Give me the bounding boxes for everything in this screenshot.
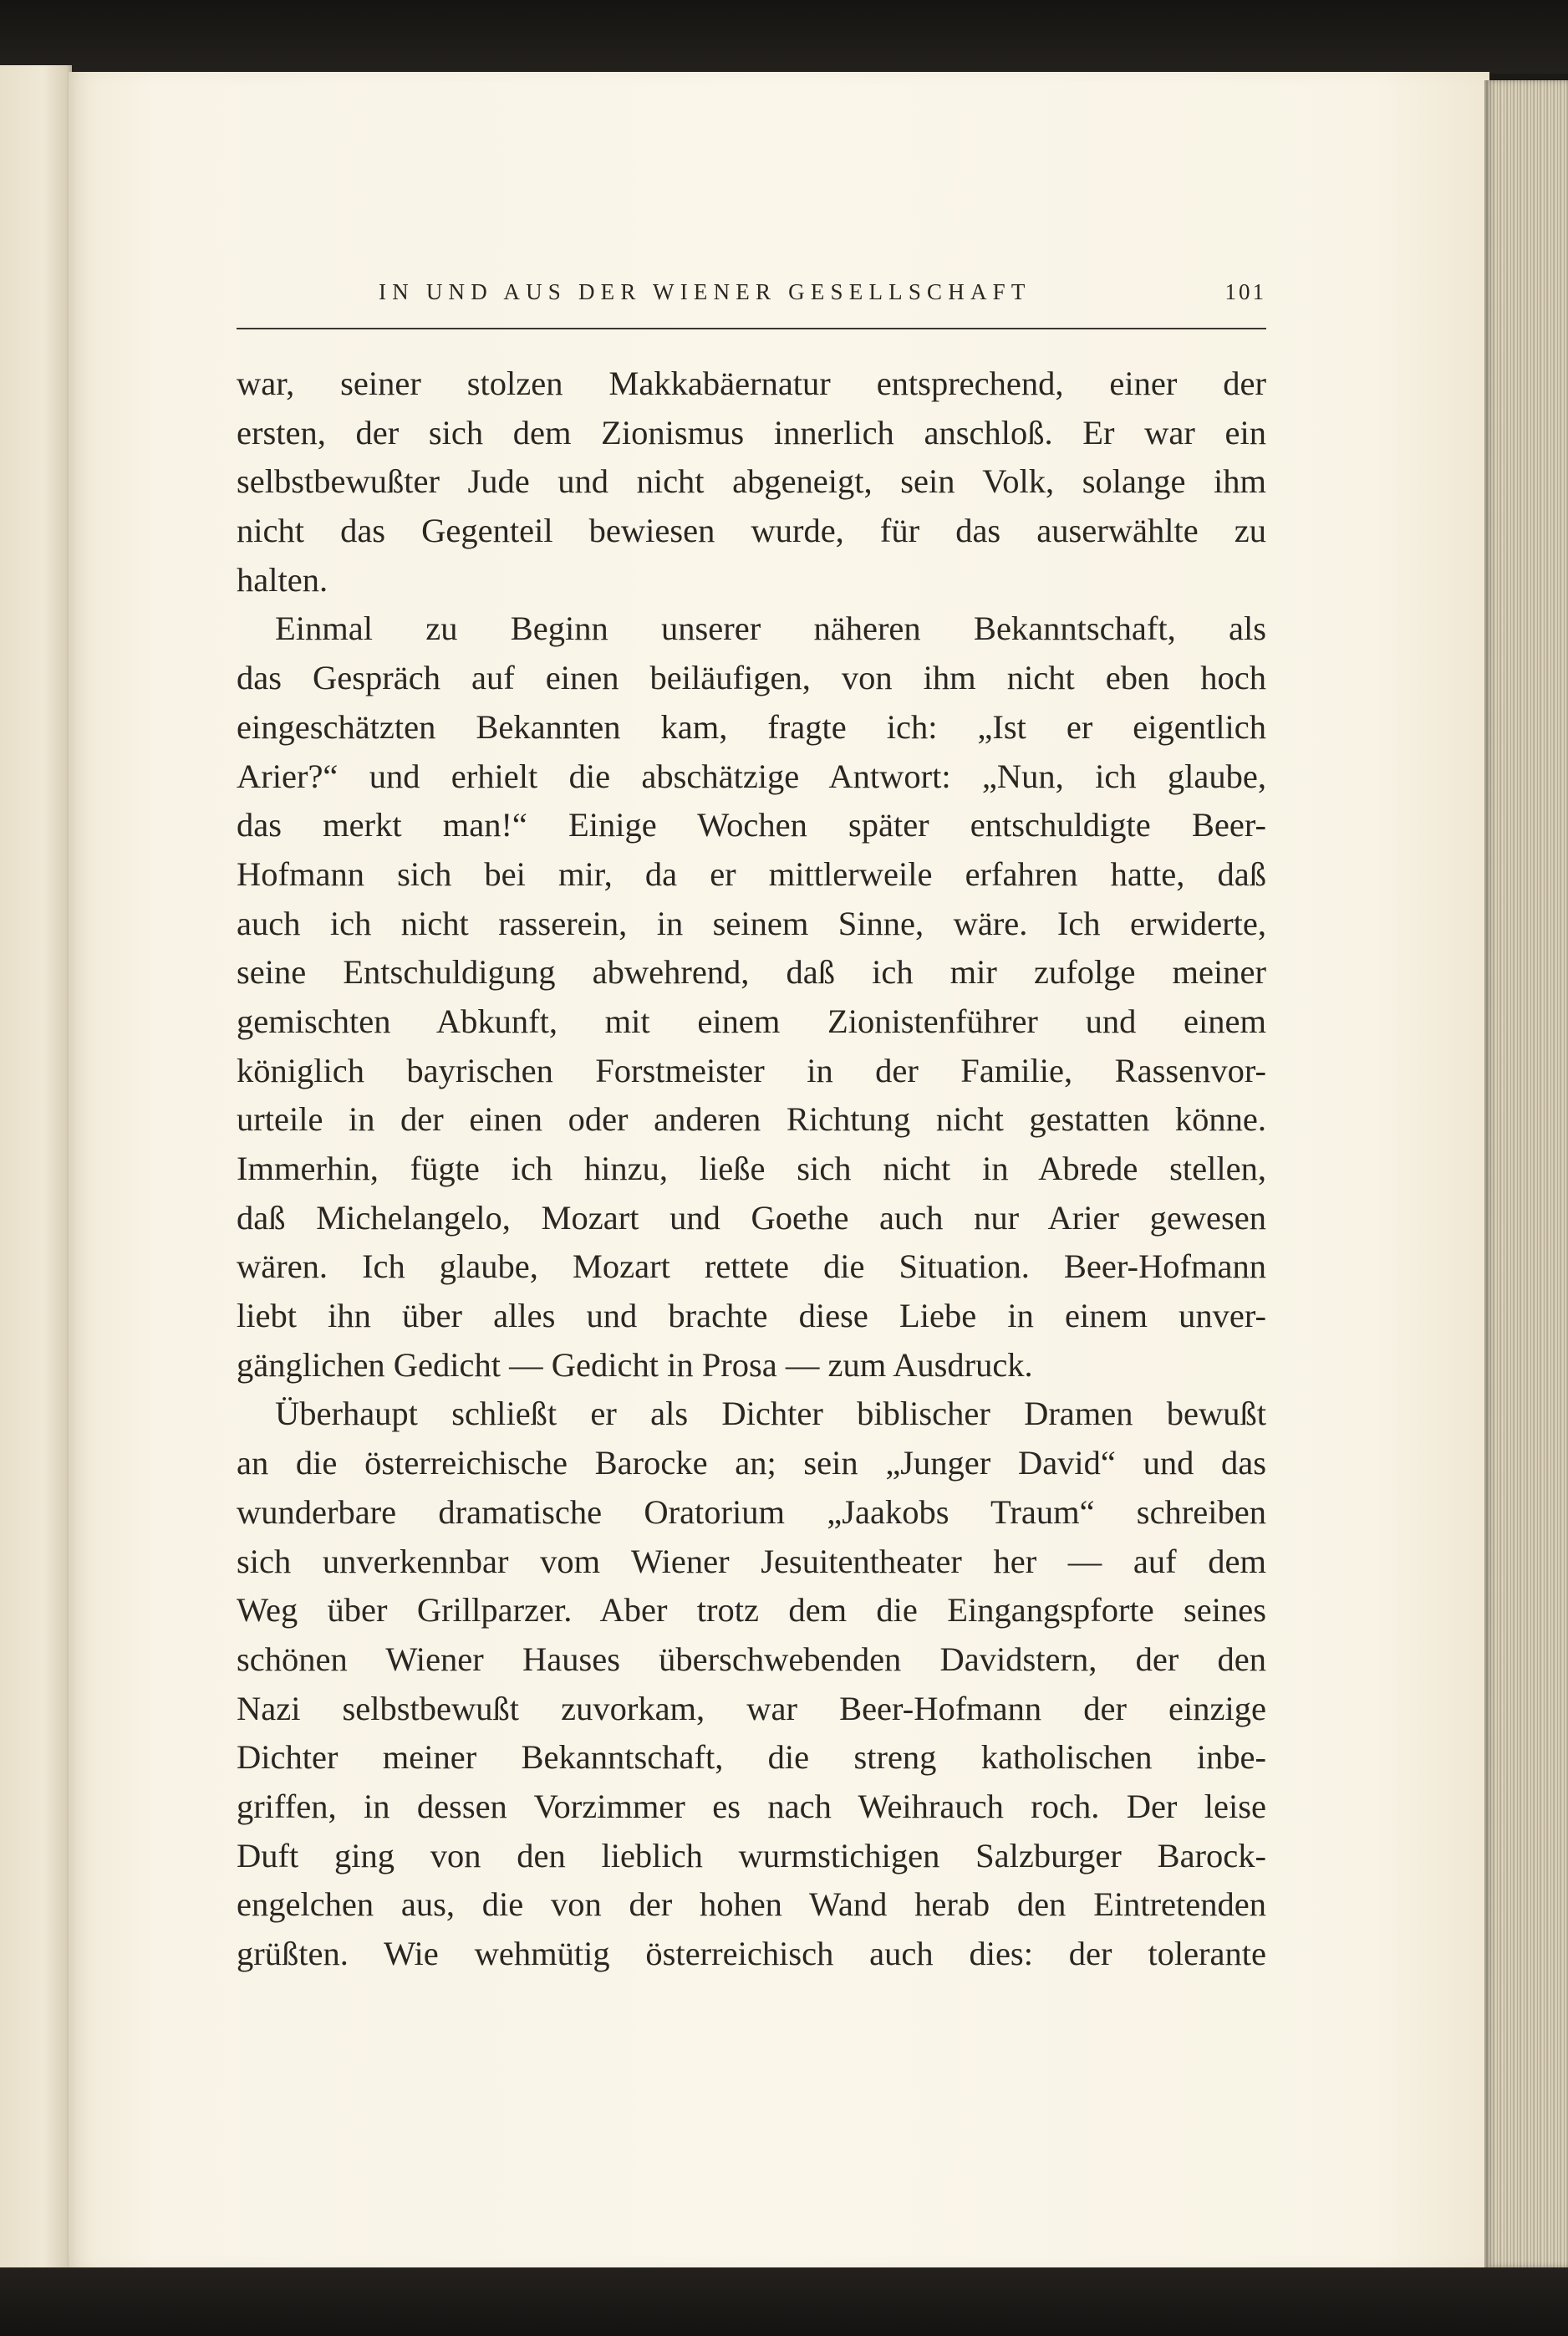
facing-page-edge	[0, 65, 72, 2272]
text-line: königlich bayrischen Forstmeister in der Familie, Rassenvor-	[237, 1051, 1266, 1089]
text-line: war, seiner stolzen Makkabäernatur entsprechend, einer der	[237, 365, 1266, 402]
text-line: Arier?“ und erhielt die abschätzige Antwort: „Nun, ich glaube,	[237, 757, 1266, 795]
text-line: Dichter meiner Bekanntschaft, die streng katholischen inbe-	[237, 1738, 1266, 1777]
text-line: eingeschätzten Bekannten kam, fragte ich: „Ist er eigentlich	[237, 707, 1266, 746]
text-line: gänglichen Gedicht — Gedicht in Prosa — zum Ausdruck.	[237, 1345, 1033, 1384]
text-line: das merkt man!“ Einige Wochen später entschuldigte Beer-	[237, 806, 1266, 844]
text-line: griffen, in dessen Vorzimmer es nach Weihrauch roch. Der leise	[237, 1787, 1266, 1825]
text-line: halten.	[237, 560, 328, 599]
text-line: auch ich nicht rasserein, in seinem Sinne, wäre. Ich erwiderte,	[237, 904, 1266, 942]
page-number: 101	[1224, 279, 1266, 304]
text-line: selbstbewußter Jude und nicht abgeneigt, sein Volk, solange ihm	[237, 462, 1266, 501]
text-line: daß Michelangelo, Mozart und Goethe auch nur Arier gewesen	[237, 1198, 1266, 1237]
text-line: ersten, der sich dem Zionismus innerlich anschloß. Er war ein	[237, 413, 1266, 451]
body-text	[237, 360, 1266, 1979]
page-header	[237, 268, 1266, 329]
text-line: gemischten Abkunft, mit einem Zionistenführer und einem	[237, 1002, 1266, 1040]
text-line: Einmal zu Beginn unserer näheren Bekanntschaft, als	[275, 610, 1266, 648]
text-line: an die österreichische Barocke an; sein „Junger David“ und das	[237, 1444, 1266, 1482]
text-line: Weg über Grillparzer. Aber trotz dem die Eingangspforte seines	[237, 1591, 1266, 1630]
page-edge-stack	[1484, 80, 1568, 2267]
text-line: Immerhin, fügte ich hinzu, ließe sich nicht in Abrede stellen,	[237, 1150, 1266, 1187]
text-line: wunderbare dramatische Oratorium „Jaakobs Traum“ schreiben	[237, 1492, 1266, 1531]
text-line: schönen Wiener Hauses überschwebenden Davidstern, der den	[237, 1640, 1266, 1678]
scanner-bed-bottom	[0, 2267, 1568, 2336]
text-line: nicht das Gegenteil bewiesen wurde, für das auserwählte zu	[237, 512, 1266, 550]
text-line: liebt ihn über alles und brachte diese Liebe in einem unver-	[237, 1297, 1266, 1335]
page-content	[237, 268, 1266, 1979]
text-line: seine Entschuldigung abwehrend, daß ich mir zufolge meiner	[237, 953, 1266, 992]
text-line: grüßten. Wie wehmütig österreichisch auch dies: der tolerante	[237, 1935, 1266, 1972]
running-head: IN UND AUS DER WIENER GESELLSCHAFT	[379, 279, 1031, 304]
text-line: Duft ging von den lieblich wurmstichigen Salzburger Barock-	[237, 1836, 1266, 1874]
text-line: sich unverkennbar vom Wiener Jesuitentheater her — auf dem	[237, 1542, 1266, 1580]
text-line: Überhaupt schließt er als Dichter biblischer Dramen bewußt	[275, 1395, 1266, 1433]
text-line: engelchen aus, die von der hohen Wand herab den Eintretenden	[237, 1885, 1266, 1924]
text-line: das Gespräch auf einen beiläufigen, von ihm nicht eben hoch	[237, 659, 1266, 697]
text-line: Hofmann sich bei mir, da er mittlerweile erfahren hatte, daß	[237, 854, 1266, 893]
text-line: wären. Ich glaube, Mozart rettete die Situation. Beer-Hofmann	[237, 1247, 1266, 1286]
scanner-bed-top	[0, 0, 1568, 74]
text-line: Nazi selbstbewußt zuvorkam, war Beer-Hofmann der einzige	[237, 1689, 1266, 1727]
text-line: urteile in der einen oder anderen Richtung nicht gestatten könne.	[237, 1100, 1266, 1139]
